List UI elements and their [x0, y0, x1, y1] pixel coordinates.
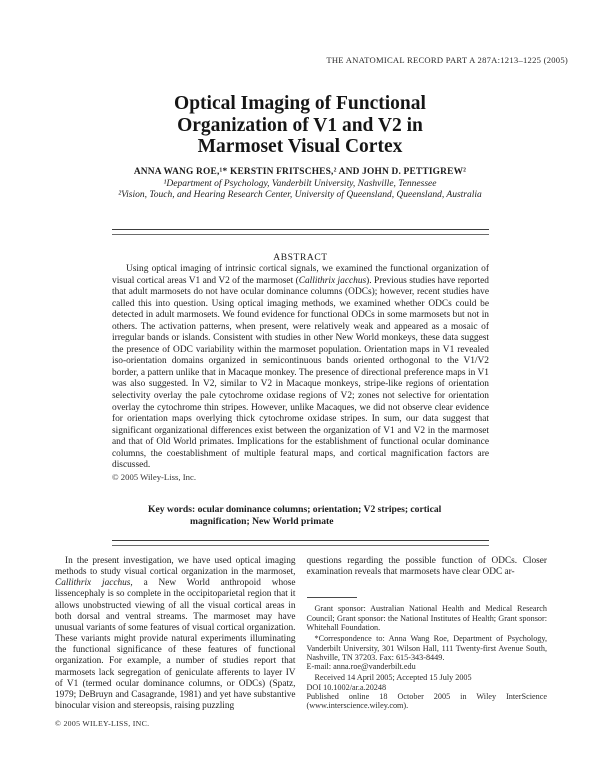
footnote-published: Published online 18 October 2005 in Wiley InterScience (www.interscience.wiley.com). — [306, 691, 547, 711]
title-line-3: Marmoset Visual Cortex — [197, 136, 403, 157]
footnote-correspondence: *Correspondence to: Anna Wang Roe, Department of Psychology, Vanderbilt University, 301 Wilson Hall, 111 Twenty-first Avenue South, Nashville, TN 37203. Fax: 615-343-8449. — [306, 634, 547, 662]
abstract-copyright: © 2005 Wiley-Liss, Inc. — [112, 471, 197, 482]
body-right-paragraph: questions regarding the possible function of ODCs. Closer examination reveals that marmosets have clear ODC ar- — [306, 556, 547, 578]
footnote-email: E-mail: anna.roe@vanderbilt.edu — [306, 662, 416, 672]
footnotes — [307, 604, 548, 710]
keywords-label: Key words: — [148, 504, 196, 515]
body-left-paragraph: In the present investigation, we have used optical imaging methods to study visual cortical organization in the marmoset, Callithrix jacchus, a New World anthropoid whose lissencephaly is so complete in the occipitoparietal region that it allows unobstructed viewing of all the visual cortical areas in both dorsal and ventral streams. The marmoset may have unusual variants of some features of visual cortical organization. These variants might provide natural experiments illuminating the functional significance of these features of functional organization. For example, a number of studies report that marmosets lack segregation of geniculate afferents to layer IV of V1 (termed ocular dominance columns, or ODCs) (Spatz, 1979; DeBruyn and Casagrande, 1981) and yet have substantive binocular vision and stereopsis, raising puzzling — [55, 556, 296, 712]
affiliation-2: ²Vision, Touch, and Hearing Research Center, University of Queensland, Queensland, Australia — [118, 190, 482, 201]
authors-line: ANNA WANG ROE,¹* KERSTIN FRITSCHES,² AND JOHN D. PETTIGREW² — [133, 167, 467, 177]
keywords-text: ocular dominance columns; orientation; V2 stripes; cortical magnification; New World primate — [190, 504, 442, 527]
footnote-doi: DOI 10.1002/ar.a.20248 — [306, 682, 387, 692]
body-left-column — [55, 556, 296, 712]
keywords-block — [112, 504, 489, 528]
footnote-grants: Grant sponsor: Australian National Health and Medical Research Council; Grant sponsor: the National Institutes of Health; Grant sponsor: Whitehall Foundation. — [306, 604, 547, 632]
body-right-column — [307, 556, 548, 712]
footnote-block — [307, 597, 548, 710]
page-title — [0, 93, 600, 158]
affiliation-1: ¹Department of Psychology, Vanderbilt University, Nashville, Tennessee — [163, 179, 437, 189]
footnote-received: Received 14 April 2005; Accepted 15 July 2005 — [314, 673, 472, 683]
abstract-section — [112, 253, 489, 483]
title-line-2: Organization of V1 and V2 in — [177, 114, 423, 136]
affiliations — [100, 179, 500, 202]
page-footer-copyright: © 2005 WILEY-LISS, INC. — [55, 719, 150, 728]
title-line-1: Optical Imaging of Functional — [174, 93, 426, 114]
footnote-divider — [307, 597, 357, 598]
abstract-paragraph: Using optical imaging of intrinsic cortical signals, we examined the functional organization of visual cortical areas V1 and V2 of the marmoset (Callithrix jacchus). Previous studies have reported that adult marmosets do not have ocular dominance columns (ODCs); however, recent studies have called this into question. Using optical imaging methods, we examined whether ODCs could be detected in adult marmosets. We found evidence for functional ODCs in some marmosets but not in others. The activation patterns, when present, were relatively weak and appeared as a mosaic of irregular bands or islands. Consistent with studies in other New World monkeys, these data suggest the presence of ODC variability within the marmoset population. Orientation maps in V1 revealed iso-orientation domains organized in semicontinuous bands oriented orthogonal to the V1/V2 border, a pattern unlike that in Macaque monkey. The presence of directional preference maps in V1 was also suggested. In V2, similar to V2 in Macaque monkeys, stripe-like regions of orientation selectivity overlay the pale cytochrome oxidase regions of V2; zones not selective for orientation overlay the cytochrome thin stripes. However, unlike Macaques, we did not observe clear evidence for orientation maps overlying thick cytochrome oxidase stripes. In sum, our data suggest that significant organizational differences exist between the organization of V1 and V2 in the marmoset and that of Old World primates. Implications for the establishment of functional ocular dominance columns, the coestablishment of multiple featural maps, and cortical magnification factors are discussed. — [112, 264, 489, 471]
divider-double-rule-bottom — [112, 540, 489, 546]
journal-header: THE ANATOMICAL RECORD PART A 287A:1213–1225 (2005) — [326, 55, 568, 65]
abstract-heading: ABSTRACT — [273, 253, 328, 263]
divider-double-rule-top — [112, 229, 489, 235]
body-columns — [55, 556, 547, 712]
